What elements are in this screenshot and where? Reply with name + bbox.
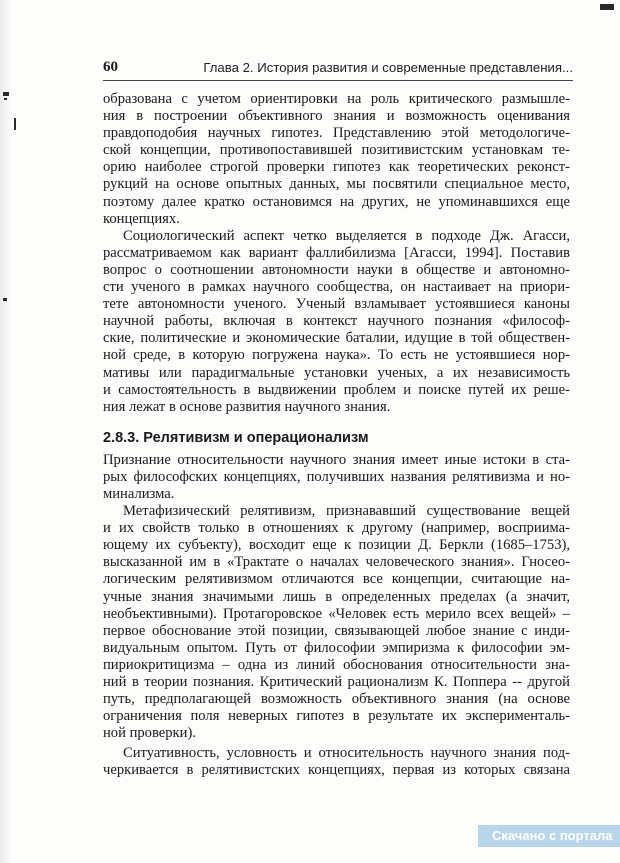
text-line: логическим релятивизмом отличаются все концепции, считающие на- — [103, 571, 570, 588]
text-line: видуальным опытом. Путь от философии эмпиризма к философии эм- — [103, 639, 570, 656]
scan-artifact — [3, 92, 9, 96]
text-line: рых философских концепциях, получивших названия релятивизма и но- — [103, 468, 570, 485]
paragraph — [103, 745, 570, 779]
text-line: и самостоятельность в выдвижении проблем и поиске путей их реше- — [103, 381, 570, 398]
text-line: концепциях. — [103, 210, 180, 227]
text-line: мативы или парадигмальные установки ученых, а их независимость — [103, 364, 570, 381]
text-line: ной среде, в которую погружена наука». То есть не устоявшиеся нор- — [103, 347, 570, 364]
text-line: вопрос о соотношении автономности науки в обществе и автономно- — [103, 261, 570, 278]
text-line: орию наиболее строгой проверки гипотез как теоретических реконст- — [103, 159, 570, 176]
text-line: сти ученого в рамках научного сообщества, он настаивает на приори- — [103, 279, 570, 296]
text-line: первое обоснование этой позиции, связывающей любое знание с инди- — [103, 622, 570, 639]
header-divider — [103, 80, 573, 81]
scan-artifact — [14, 118, 16, 130]
paragraph — [103, 91, 570, 228]
page-header — [103, 58, 573, 78]
text-line: образована с учетом ориентировки на роль критического размышле- — [103, 91, 570, 107]
text-line: ния в построении объективного знания и возможность оценивания — [103, 108, 570, 125]
text-line: Признание относительности научного знания имеет иные истоки в ста- — [103, 451, 570, 468]
text-line: черкивается в релятивистских концепциях, первая из которых связана — [103, 762, 570, 779]
text-line: путь, предполагающей возможность объективного знания (на основе — [103, 691, 570, 708]
scan-artifact — [600, 4, 614, 10]
text-line: правдоподобия научных гипотез. Представлению этой методологиче- — [103, 125, 570, 142]
text-line: ограничения поля неверных гипотез в результате их эксперименталь- — [103, 708, 570, 725]
scan-artifact — [3, 298, 7, 301]
text-line: Метафизический релятивизм, признававший существование вещей — [123, 503, 570, 520]
text-line: ской концепции, противопоставившей позитивистским установкам те- — [103, 142, 570, 159]
text-line: Ситуативность, условность и относительность научного знания под- — [123, 745, 570, 762]
page-number: 60 — [103, 59, 118, 75]
text-line: и их свойств только в отношениях к другому (например, восприима- — [103, 520, 570, 537]
text-line: высказанной им в «Трактате о началах человеческого знания». Гносео- — [103, 554, 570, 571]
page-body — [103, 91, 570, 780]
paragraph — [103, 452, 570, 503]
text-line: рукций на основе опытных данных, мы посвятили специальное место, — [103, 176, 570, 193]
text-line: минализма. — [103, 485, 175, 502]
text-line: поэтому далее кратко остановимся на других, не упоминавшихся еще — [103, 193, 570, 210]
paragraph — [103, 503, 570, 742]
section-heading: 2.8.3. Релятивизм и операционализм — [103, 429, 369, 446]
text-line: пириокритицизма – одна из линий обоснования относительности зна- — [103, 656, 570, 673]
text-line: тете автономности ученого. Ученый взламывает устоявшиеся каноны — [103, 296, 570, 313]
text-line: ния лежат в основе развития научного знания. — [103, 398, 391, 415]
scan-artifact — [4, 98, 7, 100]
paragraph — [103, 228, 570, 416]
text-line: учные знания значимыми лишь в определенных пределах (а значит, — [103, 588, 570, 605]
text-line: необъективными). Протагоровское «Человек есть мерило всех вещей» – — [103, 605, 570, 622]
text-line: рассматриваемом как вариант фаллибилизма [Агасси, 1994]. Поставив — [103, 244, 570, 261]
text-line: научной работы, включая в контекст научного познания «философ- — [103, 313, 570, 330]
text-line: ские, политические и экономические баталии, идущие в той обществен- — [103, 330, 570, 347]
running-title: Глава 2. История развития и современные представления... — [203, 60, 573, 75]
text-line: ющему их субъекту), восходит еще к позиции Д. Беркли (1685–1753), — [103, 537, 570, 554]
scan-edge — [0, 0, 12, 863]
text-line: Социологический аспект четко выделяется в подходе Дж. Агасси, — [123, 227, 570, 244]
text-line: ний в теории познания. Критический рационализм К. Поппера -- другой — [103, 674, 570, 690]
text-line: ной проверки). — [103, 725, 196, 742]
watermark-banner: Скачано с портала — [478, 825, 620, 847]
